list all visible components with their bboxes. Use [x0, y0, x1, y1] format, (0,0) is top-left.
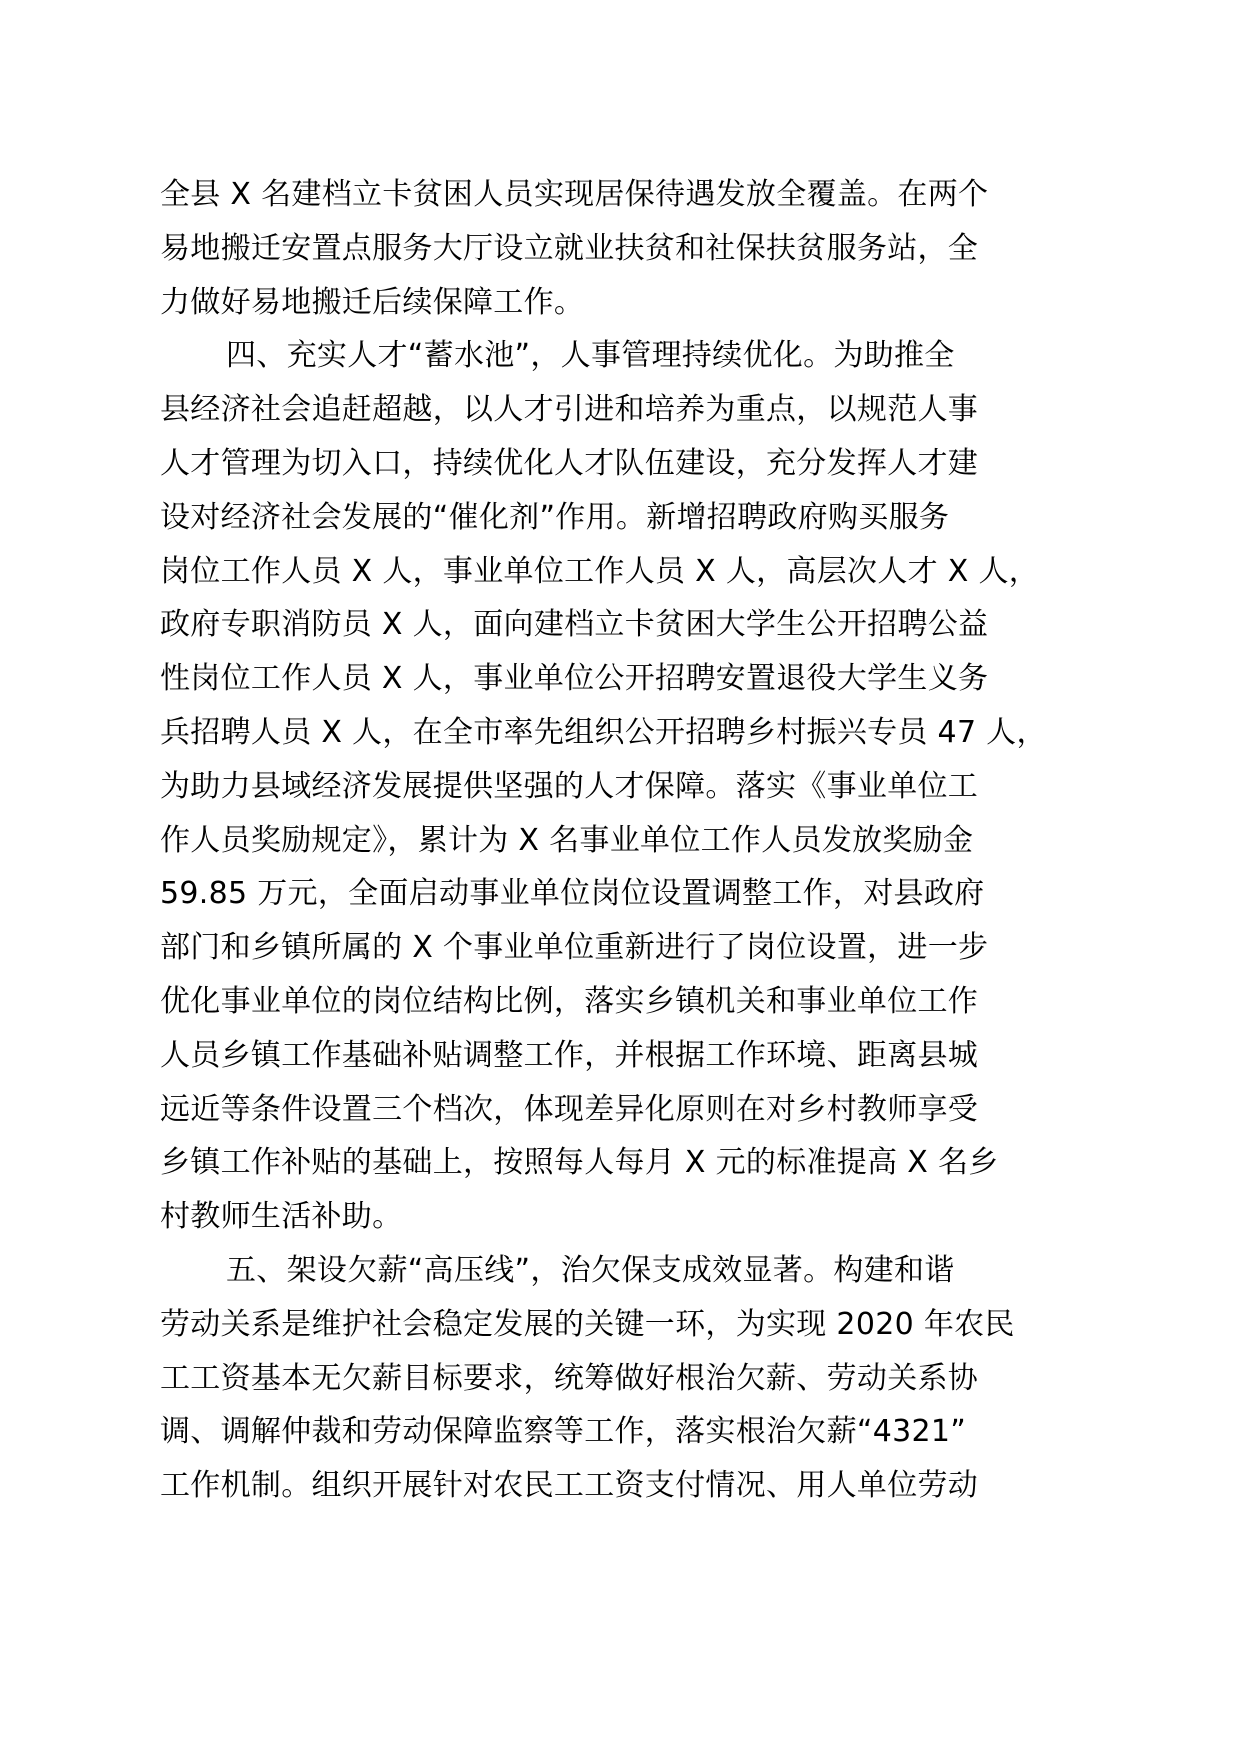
text-line: 岗位工作人员 X 人，事业单位工作人员 X 人，高层次人才 X 人， — [160, 553, 1040, 589]
text-line: 劳动关系是维护社会稳定发展的关键一环，为实现 2020 年农民 — [160, 1306, 1015, 1342]
text-line: 性岗位工作人员 X 人，事业单位公开招聘安置退役大学生义务 — [160, 661, 989, 697]
body-text — [160, 168, 1120, 1513]
text-line: 工工资基本无欠薪目标要求，统筹做好根治欠薪、劳动关系协 — [160, 1360, 979, 1396]
text-line: 县经济社会追赶超越，以人才引进和培养为重点，以规范人事 — [160, 392, 979, 428]
text-line: 兵招聘人员 X 人，在全市率先组织公开招聘乡村振兴专员 47 人， — [160, 714, 1047, 750]
text-line: 工作机制。组织开展针对农民工工资支付情况、用人单位劳动 — [160, 1468, 979, 1504]
paragraph-first-line: 五、架设欠薪“高压线”，治欠保支成效显著。构建和谐 — [226, 1252, 955, 1288]
text-line: 人才管理为切入口，持续优化人才队伍建设，充分发挥人才建 — [160, 445, 979, 481]
text-line: 设对经济社会发展的“催化剂”作用。新增招聘政府购买服务 — [160, 499, 950, 535]
text-line: 为助力县域经济发展提供坚强的人才保障。落实《事业单位工 — [160, 768, 979, 804]
text-line: 部门和乡镇所属的 X 个事业单位重新进行了岗位设置，进一步 — [160, 930, 989, 966]
text-line: 优化事业单位的岗位结构比例，落实乡镇机关和事业单位工作 — [160, 983, 979, 1019]
text-line: 作人员奖励规定》，累计为 X 名事业单位工作人员发放奖励金 — [160, 822, 974, 858]
paragraph-first-line: 四、充实人才“蓄水池”，人事管理持续优化。为助推全 — [226, 338, 955, 374]
text-line: 59.85 万元，全面启动事业单位岗位设置调整工作，对县政府 — [160, 876, 985, 912]
text-line: 调、调解仲裁和劳动保障监察等工作，落实根治欠薪“4321” — [160, 1414, 967, 1450]
text-line: 政府专职消防员 X 人，面向建档立卡贫困大学生公开招聘公益 — [160, 607, 989, 643]
text-line: 远近等条件设置三个档次，体现差异化原则在对乡村教师享受 — [160, 1091, 979, 1127]
text-line: 村教师生活补助。 — [160, 1199, 403, 1235]
text-line: 人员乡镇工作基础补贴调整工作，并根据工作环境、距离县城 — [160, 1037, 979, 1073]
text-line: 力做好易地搬迁后续保障工作。 — [160, 284, 585, 320]
text-line: 全县 X 名建档立卡贫困人员实现居保待遇发放全覆盖。在两个 — [160, 177, 989, 212]
text-line: 乡镇工作补贴的基础上，按照每人每月 X 元的标准提高 X 名乡 — [160, 1145, 999, 1181]
text-line: 易地搬迁安置点服务大厅设立就业扶贫和社保扶贫服务站，全 — [160, 230, 979, 266]
